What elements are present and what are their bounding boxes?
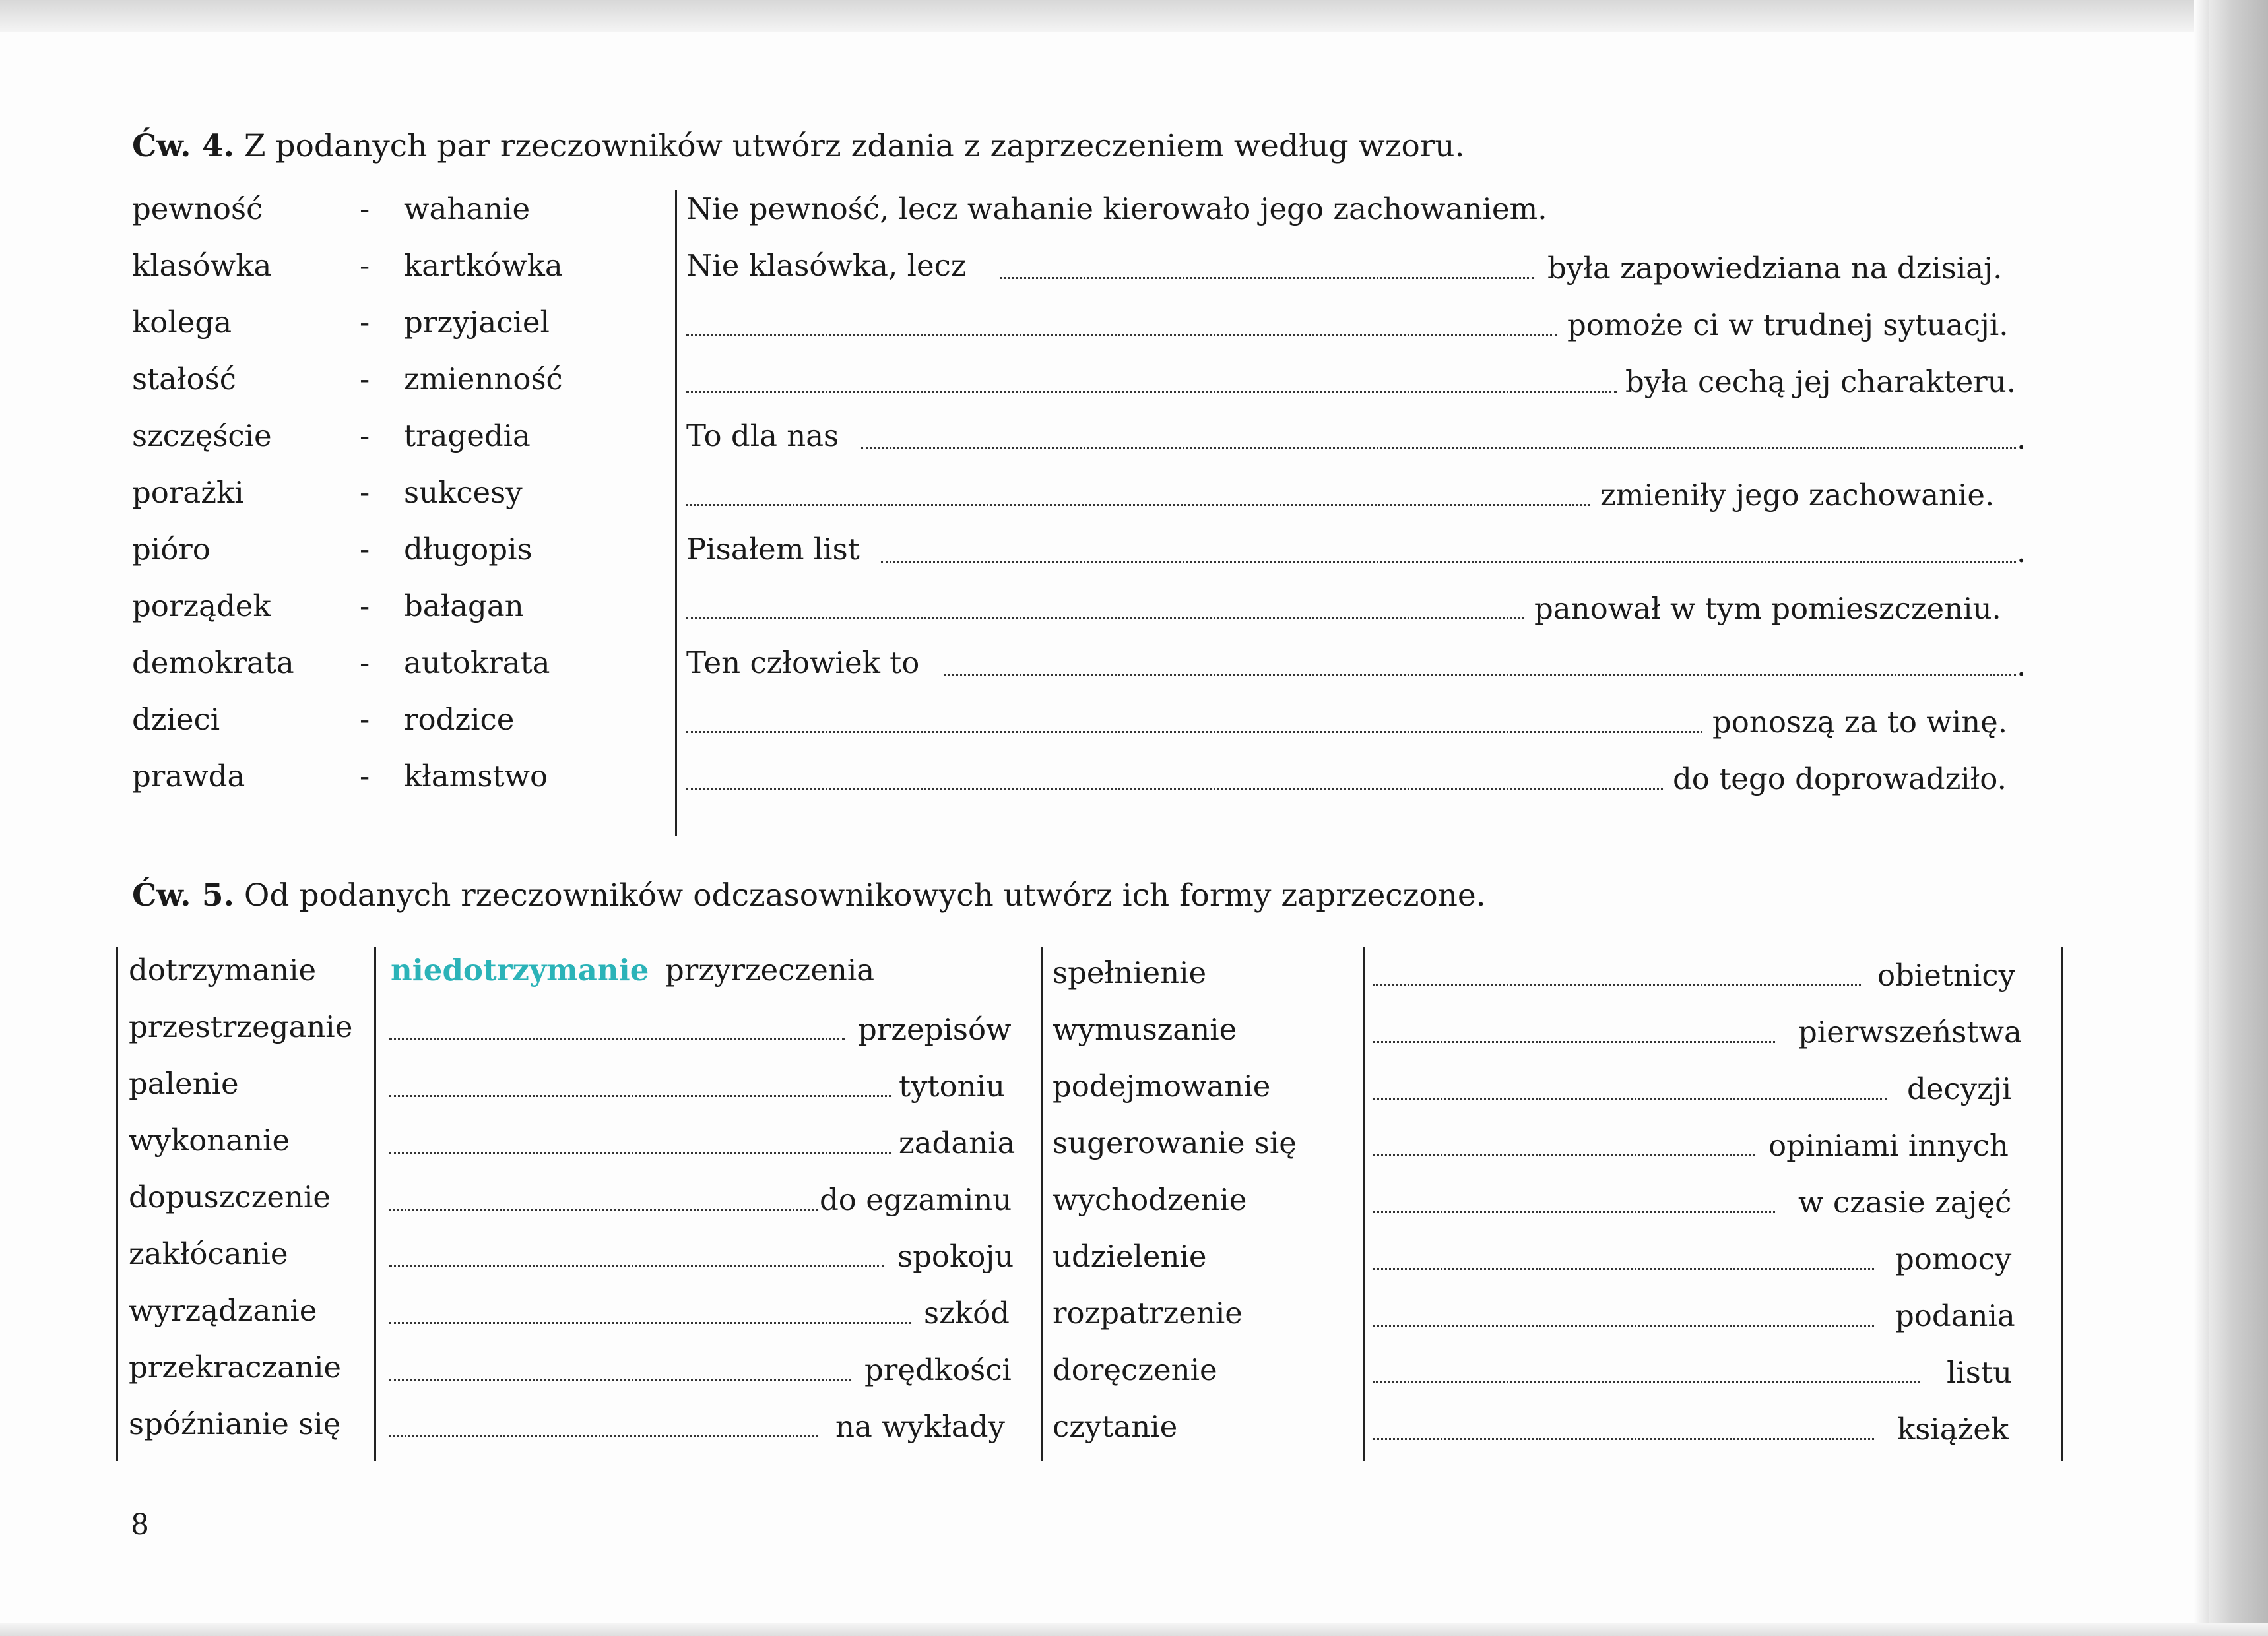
complement: szkód [924,1296,1010,1331]
ex4-divider [675,190,677,836]
sentence-end: panował w tym pomieszczeniu. [1534,591,2001,626]
sentence-end: . [2017,648,2026,683]
answer-blank[interactable] [1373,1154,1755,1156]
answer-blank[interactable] [1373,1438,1874,1440]
sentence-end: . [2017,534,2026,569]
answer-blank[interactable] [686,391,1617,393]
complement: w czasie zajęć [1798,1185,2012,1220]
complement: opiniami innych [1768,1128,2009,1163]
pair-right: rodzice [404,702,515,737]
pair-right: sukcesy [404,475,523,510]
noun: przekraczanie [129,1350,342,1385]
pair-dash: - [360,362,370,396]
answer-blank[interactable] [1000,277,1534,279]
complement: pierwszeństwa [1798,1015,2022,1050]
example-answer: niedotrzymanie [391,953,649,988]
noun: sugerowanie się [1053,1125,1297,1160]
page-number: 8 [131,1508,149,1542]
ex5-right-border [2061,947,2063,1461]
ex5-divider-2 [1041,947,1043,1461]
pair-right: autokrata [404,645,550,680]
noun: przestrzeganie [129,1009,353,1044]
sentence-end: ponoszą za to winę. [1712,705,2008,739]
sentence-end: . [2017,421,2026,456]
scan-top-shadow [0,0,2268,32]
sentence-start: Pisałem list [686,532,860,567]
answer-blank[interactable] [686,334,1557,336]
noun: czytanie [1053,1409,1178,1444]
answer-blank[interactable] [1373,1325,1874,1327]
pair-right: kartkówka [404,248,563,283]
answer-blank[interactable] [1373,1041,1775,1043]
pair-left: szczęście [132,418,272,453]
noun: spóźnianie się [129,1406,341,1441]
example-sentence: Nie pewność, lecz wahanie kierowało jego zachowaniem. [686,191,1547,226]
sentence-end: zmieniły jego zachowanie. [1600,478,1995,513]
sentence-start: Ten człowiek to [686,645,920,680]
pair-left: prawda [132,759,245,794]
answer-blank[interactable] [881,561,2016,563]
sentence-start: To dla nas [686,418,839,453]
pair-left: porażki [132,475,244,510]
complement: prędkości [864,1352,1012,1387]
pair-right: wahanie [404,191,531,226]
book-edge [2209,0,2268,1636]
noun: zakłócanie [129,1236,288,1271]
complement: przyrzeczenia [665,953,875,988]
pair-right: zmienność [404,362,563,396]
answer-blank[interactable] [389,1322,911,1324]
answer-blank[interactable] [1373,984,1861,986]
answer-blank[interactable] [944,674,2016,676]
pair-dash: - [360,645,370,680]
noun: doręczenie [1053,1352,1217,1387]
pair-left: pewność [132,191,263,226]
answer-blank[interactable] [389,1379,851,1381]
complement: decyzji [1907,1071,2012,1106]
ex5-instruction: Od podanych rzeczowników odczasownikowych utwórz ich formy zaprzeczone. [243,877,1486,914]
scan-bottom-shadow [0,1623,2268,1636]
answer-blank[interactable] [389,1265,884,1267]
answer-blank[interactable] [1373,1268,1874,1270]
sentence-end: do tego doprowadziło. [1673,761,2007,796]
complement: spokoju [897,1239,1014,1274]
answer-blank[interactable] [389,1209,818,1211]
pair-dash: - [360,759,370,794]
pair-dash: - [360,475,370,510]
pair-left: klasówka [132,248,272,283]
complement: listu [1947,1355,2012,1390]
pair-right: długopis [404,532,533,567]
answer-blank[interactable] [686,617,1524,619]
noun: dotrzymanie [129,953,317,988]
pair-right: kłamstwo [404,759,548,794]
noun: wyrządzanie [129,1293,317,1328]
answer-blank[interactable] [389,1435,818,1437]
ex5-heading [132,877,1486,914]
pair-right: tragedia [404,418,531,453]
noun: wykonanie [129,1123,290,1158]
noun: udzielenie [1053,1239,1207,1274]
answer-blank[interactable] [389,1095,891,1097]
answer-blank[interactable] [686,788,1663,790]
sentence-end: była cechą jej charakteru. [1625,364,2017,399]
pair-left: demokrata [132,645,294,680]
pair-dash: - [360,191,370,226]
pair-right: bałagan [404,588,524,623]
complement: przepisów [858,1012,1012,1047]
ex5-left-border [116,947,118,1461]
complement: tytoniu [899,1069,1006,1104]
pair-dash: - [360,532,370,567]
noun: podejmowanie [1053,1069,1271,1104]
complement: zadania [899,1125,1016,1160]
ex4-number: Ćw. 4. [132,128,234,164]
pair-left: pióro [132,532,211,567]
ex5-number: Ćw. 5. [132,877,234,914]
ex5-divider-3 [1363,947,1365,1461]
pair-dash: - [360,305,370,340]
pair-dash: - [360,588,370,623]
pair-dash: - [360,418,370,453]
sentence-end: była zapowiedziana na dzisiaj. [1547,251,2003,286]
answer-blank[interactable] [1373,1098,1887,1100]
complement: pomocy [1895,1242,2012,1276]
answer-blank[interactable] [686,504,1590,506]
complement: na wykłady [835,1409,1005,1444]
noun: spełnienie [1053,955,1207,990]
noun: dopuszczenie [129,1180,331,1214]
page-spine-shadow [2194,0,2209,1636]
complement: podania [1895,1298,2015,1333]
ex5-divider-1 [374,947,376,1461]
answer-blank[interactable] [1373,1381,1920,1383]
pair-left: kolega [132,305,232,340]
pair-left: dzieci [132,702,220,737]
pair-right: przyjaciel [404,305,550,340]
answer-blank[interactable] [389,1038,845,1040]
answer-blank[interactable] [389,1152,891,1154]
noun: wymuszanie [1053,1012,1237,1047]
pair-dash: - [360,702,370,737]
ex4-instruction: Z podanych par rzeczowników utwórz zdania z zaprzeczeniem według wzoru. [243,128,1465,164]
answer-blank[interactable] [686,731,1702,733]
ex4-heading [132,128,1465,164]
pair-left: stałość [132,362,236,396]
pair-dash: - [360,248,370,283]
noun: palenie [129,1066,239,1101]
noun: wychodzenie [1053,1182,1247,1217]
sentence-start: Nie klasówka, lecz [686,248,967,283]
answer-blank[interactable] [1373,1211,1775,1213]
noun: rozpatrzenie [1053,1296,1243,1331]
answer-blank[interactable] [861,447,2016,449]
pair-left: porządek [132,588,271,623]
sentence-end: pomoże ci w trudnej sytuacji. [1567,307,2009,342]
complement: do egzaminu [820,1182,1012,1217]
complement: obietnicy [1877,958,2016,993]
complement: książek [1897,1412,2009,1447]
